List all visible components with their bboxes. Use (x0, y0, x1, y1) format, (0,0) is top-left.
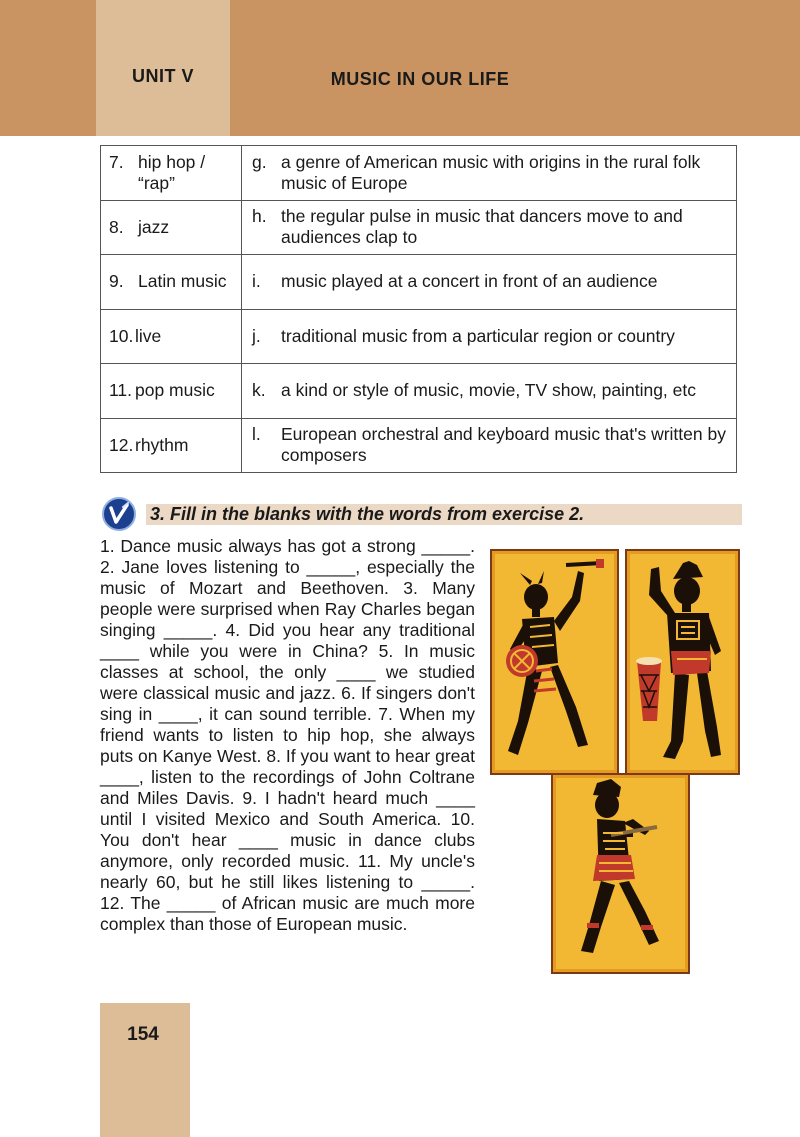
pencil-circle-icon (102, 497, 136, 531)
unit-title: MUSIC IN OUR LIFE (330, 69, 510, 89)
table-row (101, 200, 737, 255)
table-row (101, 255, 737, 310)
term-text: jazz (138, 216, 170, 237)
definition-text: a genre of American music with origins in the rural folk music of Europe (281, 151, 701, 193)
definition-cell (242, 146, 737, 201)
definition-cell (242, 364, 737, 419)
page-number: 154 (127, 1024, 159, 1045)
term-cell (101, 200, 242, 255)
definition-cell (242, 255, 737, 310)
row-number: 11. (109, 380, 133, 401)
term-cell (101, 309, 242, 364)
term-text: rhythm (135, 434, 189, 455)
table-row (101, 364, 737, 419)
definition-cell (242, 418, 737, 473)
african-dancer-illustration-2 (625, 549, 740, 775)
term-text: pop music (135, 380, 215, 401)
exercise-title: 3. Fill in the blanks with the words from exercise 2. (150, 504, 585, 524)
term-cell (101, 255, 242, 310)
definition-cell (242, 309, 737, 364)
table-row (101, 146, 737, 201)
row-letter: k. (252, 380, 266, 401)
term-text: Latin music (138, 271, 227, 292)
row-letter: i. (252, 271, 261, 292)
row-number: 7. (109, 151, 124, 172)
definition-cell (242, 200, 737, 255)
definition-text: the regular pulse in music that dancers move to and audiences clap to (281, 206, 683, 248)
row-number: 8. (109, 216, 124, 237)
row-number: 10. (109, 325, 134, 346)
table-row (101, 418, 737, 473)
row-letter: j. (252, 325, 261, 346)
african-dancer-illustration-1 (490, 549, 619, 775)
row-letter: h. (252, 206, 267, 227)
term-cell (101, 364, 242, 419)
definition-text: European orchestral and keyboard music that's written by composers (281, 424, 726, 466)
table-row (101, 309, 737, 364)
row-number: 9. (109, 271, 124, 292)
exercise-text: 1. Dance music always has got a strong _____. 2. Jane loves listening to _____, especially the music of Mozart and Beethoven. 3. Many people were surprised when Ray Charles began singing _____. 4. Did you hear any traditional ____ while you were in China? 5. In music classes at school, the only ____ we studied were classical music and jazz. 6. If singers don't sing in ____, it can sound terrible. 7. When my friend wants to listen to hip hop, she always puts on Kanye West. 8. If you want to hear great ____, listen to the recordings of John Coltrane and Miles Davis. 9. I hadn't heard much ____ until I visited Mexico and South America. 10. You don't hear ____ music in dance clubs anymore, only recorded music. 11. My uncle's nearly 60, but he still likes listening to _____. 12. The _____ of African music are much more complex than those of European music. (100, 536, 475, 934)
row-number: 12. (109, 434, 134, 455)
row-letter: g. (252, 151, 267, 172)
row-letter: l. (252, 424, 261, 445)
african-dancer-illustration-3 (551, 773, 690, 974)
term-text: live (135, 325, 162, 346)
definition-text: traditional music from a particular region or country (281, 325, 675, 346)
term-cell (101, 418, 242, 473)
term-text: hip hop / “rap” (138, 151, 206, 193)
term-cell (101, 146, 242, 201)
vocabulary-match-table (100, 145, 737, 473)
definition-text: music played at a concert in front of an audience (281, 271, 658, 292)
definition-text: a kind or style of music, movie, TV show, painting, etc (281, 380, 697, 401)
unit-label: UNIT V (131, 66, 194, 86)
